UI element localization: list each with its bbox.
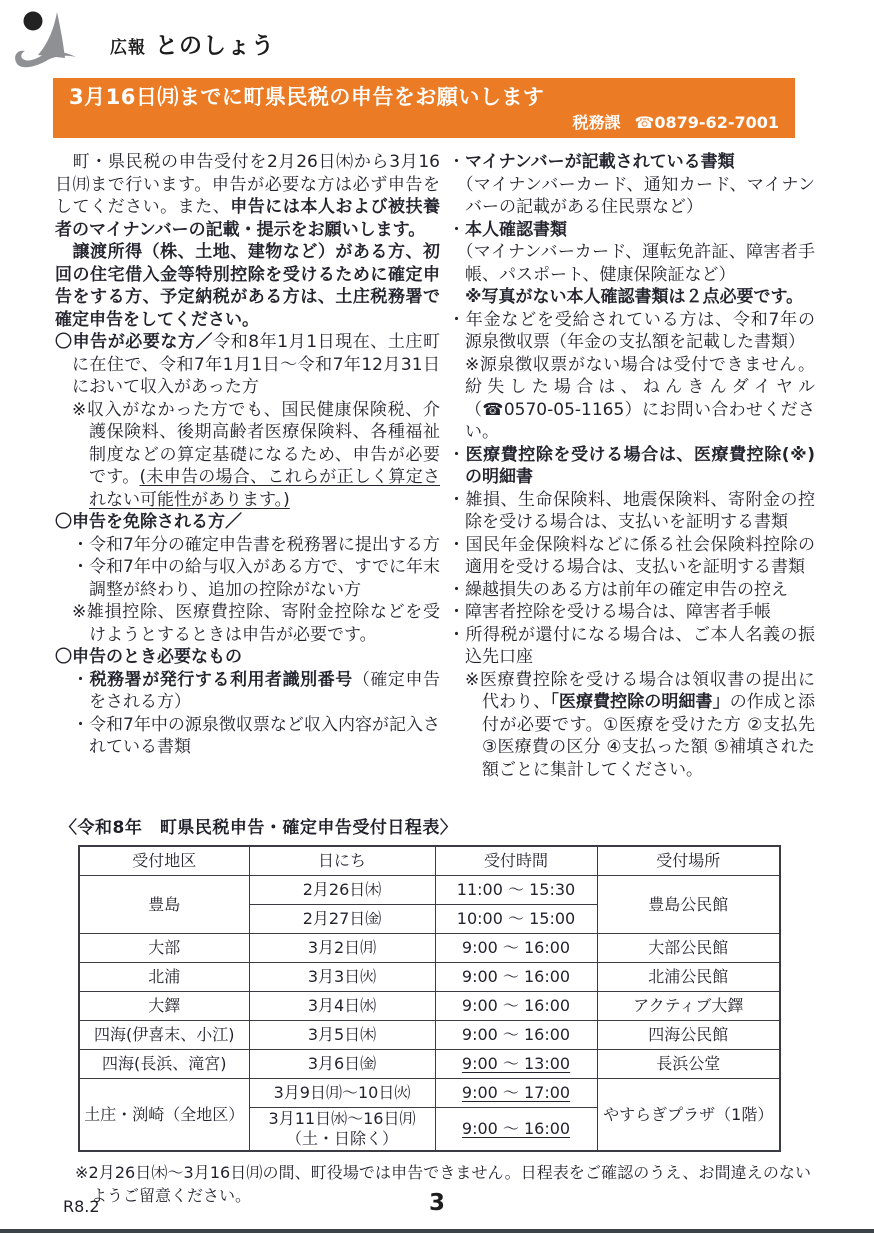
paragraph xyxy=(448,624,815,669)
table-cell xyxy=(79,876,249,934)
text-segment: ・所得税が還付になる場合は、ご本人名義の振込先口座 xyxy=(448,624,815,667)
cell-text: 四海(伊喜末、小江) xyxy=(94,1025,235,1044)
cell-text: 2月27日㈮ xyxy=(302,909,382,928)
paragraph xyxy=(55,331,440,399)
paragraph xyxy=(55,511,440,534)
table-cell xyxy=(435,934,597,963)
text-segment: ※収入がなかった方でも、国民健康保険税、介護保険料、後期高齢者医療保険料、各種福祉制度などの算定基礎になるため、申告が必要です。 xyxy=(72,399,440,487)
table-cell xyxy=(435,992,597,1021)
paragraph xyxy=(448,354,815,444)
table-cell xyxy=(79,1079,249,1152)
paragraph xyxy=(448,489,815,534)
cell-text: 大部 xyxy=(148,938,181,957)
text-segment: 令和8年1月1日現在、土庄町に在住で、令和7年1月1日〜令和7年12月31日において収入があった方 xyxy=(72,332,441,397)
table-cell xyxy=(597,963,780,992)
table-cell xyxy=(435,905,597,934)
text-segment: ・令和7年中の給与収入がある方で、すでに年末調整が終わり、追加の控除がない方 xyxy=(72,557,440,600)
table-header-cell: 日にち xyxy=(249,846,435,876)
paragraph xyxy=(55,646,440,669)
text-segment: ・国民年金保険料などに係る社会保険料控除の適用を受ける場合は、支払いを証明する書類 xyxy=(448,534,815,577)
paragraph xyxy=(448,309,815,354)
table-cell xyxy=(435,1050,597,1079)
text-segment: ・繰越損失のある方は前年の確定申告の控え xyxy=(448,579,788,600)
text-segment: 申告には本人および被扶養者のマイナンバーの記載・提示をお願いします。 xyxy=(55,197,441,240)
cell-text: 四海公民館 xyxy=(648,1025,729,1044)
department-name: 税務課 xyxy=(572,113,621,132)
headline-banner xyxy=(53,78,795,138)
text-segment: ※医療費控除を受ける場合は領収書の提出に代わり、 xyxy=(465,669,815,712)
text-segment: （マイナンバーカード、通知カード、マイナンバーの記載がある住民票など） xyxy=(456,174,815,217)
schedule-header-row xyxy=(79,846,780,876)
cell-text: 土庄・渕崎（全地区） xyxy=(84,1104,245,1124)
paragraph xyxy=(448,444,815,489)
cell-text: 3月11日㈬〜16日㈪ （土・日除く） xyxy=(268,1109,416,1148)
text-segment: 税務署が発行する利用者識別番号 xyxy=(89,669,353,690)
text-segment: ・年金などを受給されている方は、令和7年の源泉徴収票（年金の支払額を記載した書類） xyxy=(448,309,815,352)
cell-text: 9:00 〜 16:00 xyxy=(461,938,571,957)
paragraph xyxy=(448,241,815,286)
text-segment: 〇申告を免除される方／ xyxy=(55,512,242,532)
paragraph xyxy=(55,669,440,714)
cell-text: 北浦公民館 xyxy=(648,967,729,986)
text-segment: ・令和7年中の源泉徴収票など収入内容が記入されている書類 xyxy=(72,714,440,757)
table-row xyxy=(79,1050,780,1079)
phone-number: ☎0879-62-7001 xyxy=(634,113,779,132)
cell-text: 10:00 〜 15:00 xyxy=(456,909,576,928)
town-logo-icon xyxy=(10,8,96,72)
text-segment xyxy=(55,242,73,262)
edition-label: R8.2 xyxy=(63,1197,100,1216)
schedule-body xyxy=(79,876,780,1152)
table-cell xyxy=(79,934,249,963)
cell-text: 3月6日㈮ xyxy=(307,1054,377,1073)
table-cell xyxy=(597,992,780,1021)
masthead xyxy=(10,8,275,72)
table-cell xyxy=(79,1050,249,1079)
cell-text: やすらぎプラザ（1階） xyxy=(603,1104,774,1124)
schedule-title: 〈令和8年 町県民税申告・確定申告受付日程表〉 xyxy=(60,818,458,838)
table-cell xyxy=(79,992,249,1021)
table-cell xyxy=(597,876,780,934)
masthead-title xyxy=(110,27,275,60)
paragraph xyxy=(55,151,440,241)
paragraph xyxy=(55,556,440,601)
table-header-cell: 受付場所 xyxy=(597,846,780,876)
paragraph xyxy=(55,399,440,512)
paragraph xyxy=(448,151,815,174)
cell-text: 3月4日㈬ xyxy=(307,996,377,1015)
text-segment: （確定申告をされる方） xyxy=(89,669,441,712)
schedule-table xyxy=(78,845,781,1152)
text-segment: （マイナンバーカード、運転免許証、障害者手帳、パスポート、健康保険証など） xyxy=(456,242,815,285)
table-cell xyxy=(597,1079,780,1152)
table-cell xyxy=(249,876,435,905)
text-segment: ※写真がない本人確認書類は２点必要です。 xyxy=(465,287,804,307)
table-header-cell: 受付時間 xyxy=(435,846,597,876)
paragraph xyxy=(448,219,815,242)
cell-text: 3月5日㈭ xyxy=(307,1025,377,1044)
cell-text: 大鐸 xyxy=(148,996,181,1015)
text-segment: 医療費控除を受ける場合は、医療費控除(※)の明細書 xyxy=(465,444,815,487)
paragraph xyxy=(448,286,815,309)
cell-text: 豊島公民館 xyxy=(648,894,729,914)
table-row xyxy=(79,1079,780,1108)
table-cell xyxy=(249,1021,435,1050)
table-cell xyxy=(435,1021,597,1050)
table-cell xyxy=(249,1050,435,1079)
table-row xyxy=(79,876,780,905)
text-segment: ・ xyxy=(72,669,90,690)
banner-contact xyxy=(69,112,779,134)
table-header-cell: 受付地区 xyxy=(79,846,249,876)
table-row xyxy=(79,934,780,963)
cell-text: 2月26日㈭ xyxy=(302,880,382,899)
cell-text: 9:00 〜 17:00 xyxy=(461,1083,571,1102)
text-segment: ・令和7年分の確定申告書を税務署に提出する方 xyxy=(72,534,440,555)
table-row xyxy=(79,963,780,992)
paragraph xyxy=(448,534,815,579)
table-cell xyxy=(249,934,435,963)
cell-text: 長浜公堂 xyxy=(656,1054,721,1073)
masthead-kana: とのしょう xyxy=(155,32,275,59)
paragraph xyxy=(448,174,815,219)
paragraph xyxy=(448,669,815,782)
cell-text: アクティブ大鐸 xyxy=(633,996,744,1015)
article-body xyxy=(55,151,815,781)
text-segment: 〇申告のとき必要なもの xyxy=(55,647,242,667)
table-cell xyxy=(249,992,435,1021)
schedule-section xyxy=(60,813,816,1207)
table-cell xyxy=(79,963,249,992)
table-row xyxy=(79,992,780,1021)
text-segment: 本人確認書類 xyxy=(465,219,567,240)
paragraph xyxy=(55,714,440,759)
text-segment: ※源泉徴収票がない場合は受付できません。紛失した場合は、ねんきんダイヤル（☎0570-05-1165）にお問い合わせください。 xyxy=(465,354,815,442)
text-segment: ※雑損控除、医療費控除、寄附金控除などを受けようとするときは申告が必要です。 xyxy=(72,602,440,645)
table-cell xyxy=(79,1021,249,1050)
text-segment: ・ xyxy=(448,152,465,172)
table-cell xyxy=(249,963,435,992)
cell-text: 9:00 〜 16:00 xyxy=(461,1025,571,1044)
table-cell xyxy=(597,1021,780,1050)
table-row xyxy=(79,1021,780,1050)
table-cell xyxy=(597,934,780,963)
page-number: 3 xyxy=(428,1190,445,1216)
text-segment: 町・県民税の申告受付を2月26日㈭から3月16日㈪まで行います。申告が必要な方は必ず申告をしてください。また、 xyxy=(55,152,440,217)
cell-text: 11:00 〜 15:30 xyxy=(456,880,576,899)
text-segment: ・雑損、生命保険料、地震保険料、寄附金の控除を受ける場合は、支払いを証明する書類 xyxy=(448,489,815,532)
text-segment: マイナンバーが記載されている書類 xyxy=(465,152,735,172)
article-left-column xyxy=(55,151,440,781)
cell-text: 北浦 xyxy=(148,967,181,986)
cell-text: 大部公民館 xyxy=(648,938,729,957)
text-segment: ・ xyxy=(448,219,465,240)
text-segment: 譲渡所得（株、土地、建物など）がある方、初回の住宅借入金等特別控除を受けるために確定申告をする方、予定納税がある方は、土庄税務署で確定申告をしてください。 xyxy=(55,242,441,330)
cell-text: 豊島 xyxy=(148,894,181,914)
schedule-note: ※2月26日㈭〜3月16日㈪の間、町役場では申告できません。日程表をご確認のうえ、お間違えのないようご留意ください。 xyxy=(75,1163,811,1205)
paragraph xyxy=(55,534,440,557)
table-cell xyxy=(435,963,597,992)
table-cell xyxy=(249,1079,435,1108)
paragraph xyxy=(55,241,440,331)
table-cell xyxy=(435,1108,597,1152)
cell-text: 9:00 〜 16:00 xyxy=(461,1119,571,1138)
text-segment: の作成と添付が必要です。①医療を受けた方 ②支払先 ③医療費の区分 ④支払った額 ⑤補填された額ごとに集計してください。 xyxy=(482,692,816,780)
table-cell xyxy=(435,876,597,905)
text-segment: ・障害者控除を受ける場合は、障害者手帳 xyxy=(448,602,771,622)
paragraph xyxy=(448,601,815,624)
cell-text: 9:00 〜 16:00 xyxy=(461,996,571,1015)
table-cell xyxy=(249,905,435,934)
paragraph xyxy=(448,579,815,602)
cell-text: 9:00 〜 16:00 xyxy=(461,967,571,986)
text-segment: 〇申告が必要な方／ xyxy=(55,332,214,352)
text-segment: ・ xyxy=(448,444,466,465)
text-segment: (未申告の場合、これらが正しく算定されない可能性があります。) xyxy=(89,467,440,510)
cell-text: 9:00 〜 13:00 xyxy=(461,1054,571,1073)
banner-title: 3月16日㈪までに町県民税の申告をお願いします xyxy=(69,85,545,109)
text-segment: 「医療費控除の明細書」 xyxy=(550,692,730,712)
cell-text: 3月3日㈫ xyxy=(307,967,377,986)
article-right-column xyxy=(448,151,815,781)
cell-text: 四海(長浜、滝宮) xyxy=(102,1054,227,1073)
cell-text: 3月9日㈪〜10日㈫ xyxy=(273,1083,411,1102)
masthead-kanji: 広報 xyxy=(110,37,146,58)
bottom-rule xyxy=(0,1229,874,1233)
paragraph xyxy=(55,601,440,646)
table-cell xyxy=(249,1108,435,1152)
cell-text: 3月2日㈪ xyxy=(307,938,377,957)
table-cell xyxy=(435,1079,597,1108)
table-cell xyxy=(597,1050,780,1079)
